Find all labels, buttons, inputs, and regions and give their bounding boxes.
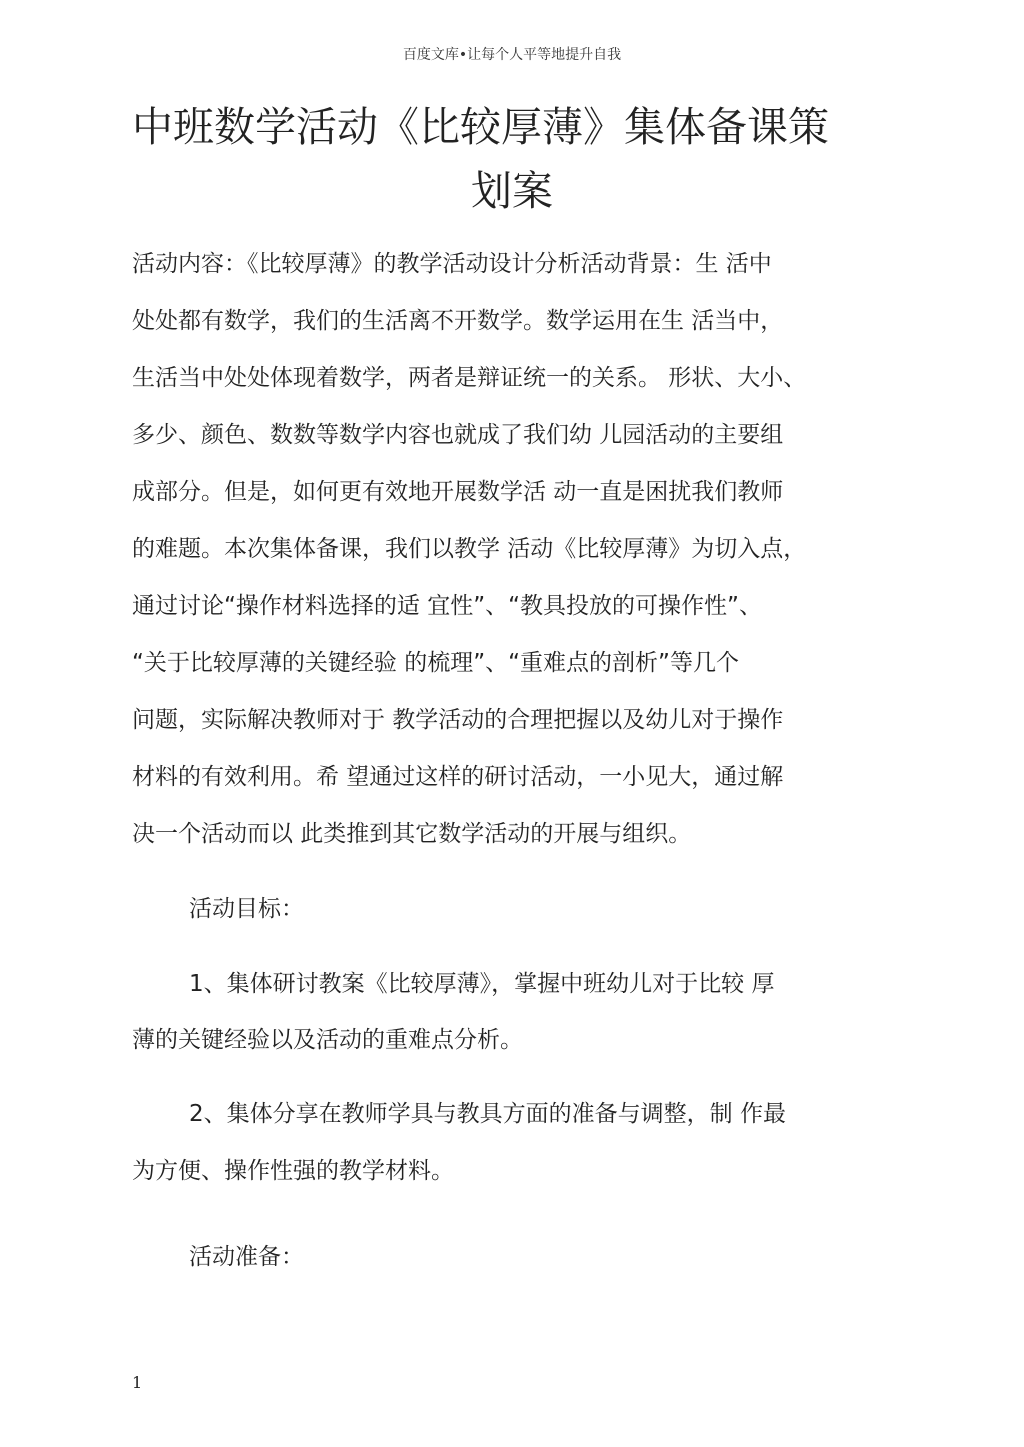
prep-heading: 活动准备： xyxy=(189,1244,304,1270)
title-line-1: 中班数学活动《比较厚薄》集体备课策 xyxy=(132,103,829,151)
paragraph-line: “关于比较厚薄的关键经验 的梳理”、“重难点的剖析”等几个 xyxy=(132,650,739,676)
paragraph-line: 的难题。本次集体备课，我们以教学 活动《比较厚薄》为切入点， xyxy=(132,536,807,562)
goal-item-2-line-1: 2、集体分享在教师学具与教具方面的准备与调整，制 作最 xyxy=(189,1101,786,1127)
goals-heading: 活动目标： xyxy=(189,896,304,922)
paragraph-line: 多少、颜色、数数等数学内容也就成了我们幼 儿园活动的主要组 xyxy=(132,422,784,448)
title-line-2: 划案 xyxy=(471,167,553,215)
paragraph-line: 材料的有效利用。希 望通过这样的研讨活动，一小见大，通过解 xyxy=(132,764,784,790)
paragraph-line: 生活当中处处体现着数学，两者是辩证统一的关系。 形状、大小、 xyxy=(132,365,807,391)
document-header: 百度文库•让每个人平等地提升自我 xyxy=(402,47,622,63)
goal-item-2-line-2: 为方便、操作性强的教学材料。 xyxy=(132,1158,454,1184)
goal-item-1-line-2: 薄的关键经验以及活动的重难点分析。 xyxy=(132,1027,523,1053)
paragraph-line: 成部分。但是，如何更有效地开展数学活 动一直是困扰我们教师 xyxy=(132,479,784,505)
paragraph-line: 活动内容：《比较厚薄》的教学活动设计分析活动背景：生 活中 xyxy=(132,251,772,277)
paragraph-line: 通过讨论“操作材料选择的适 宜性”、“教具投放的可操作性”、 xyxy=(132,593,762,619)
page-number: 1 xyxy=(132,1373,143,1392)
paragraph-line: 处处都有数学，我们的生活离不开数学。数学运用在生 活当中， xyxy=(132,308,784,334)
paragraph-line: 决一个活动而以 此类推到其它数学活动的开展与组织。 xyxy=(132,821,692,847)
goal-item-1-line-1: 1、集体研讨教案《比较厚薄》，掌握中班幼儿对于比较 厚 xyxy=(189,971,775,997)
paragraph-line: 问题，实际解决教师对于 教学活动的合理把握以及幼儿对于操作 xyxy=(132,707,784,733)
document-title xyxy=(132,98,892,220)
